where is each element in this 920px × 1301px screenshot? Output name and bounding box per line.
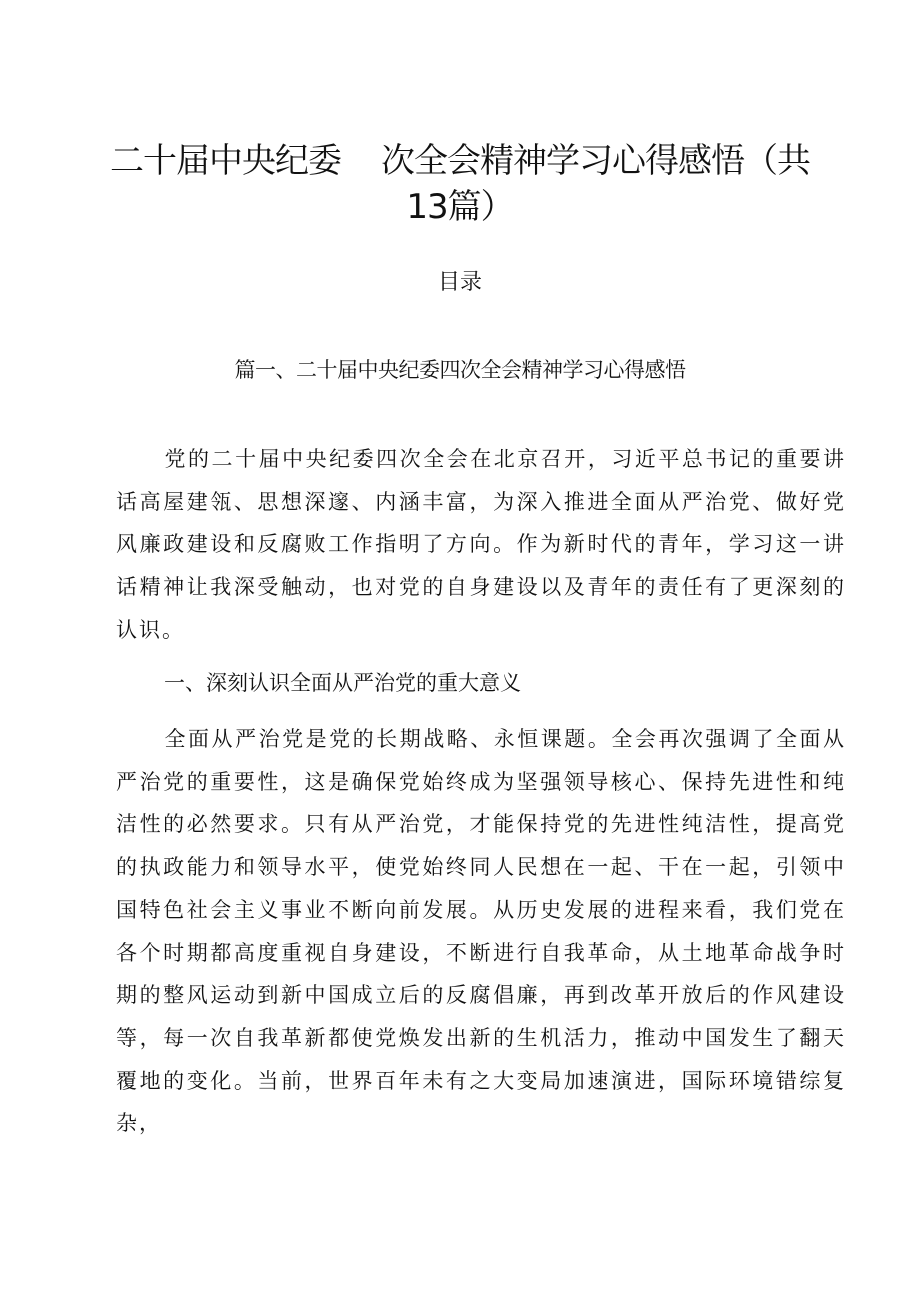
subheading-1: 一、深刻认识全面从严治党的重大意义 [164, 671, 521, 695]
document-title [60, 138, 860, 230]
toc-heading: 目录 [437, 270, 482, 295]
section-title: 篇一、二十届中央纪委四次全会精神学习心得感悟 [234, 358, 686, 382]
paragraph-2 [116, 718, 846, 1145]
paragraph-1-text: 党的二十届中央纪委四次全会在北京召开，习近平总书记的重要讲话高屋建瓴、思想深邃、内涵丰富，为深入推进全面从严治党、做好党风廉政建设和反腐败工作指明了方向。作为新时代的青年，学习这一讲话精神让我深受触动，也对党的自身建设以及青年的责任有了更深刻的认识。 [116, 447, 846, 642]
title-part-2: 次全会精神学习心得感悟（共 [381, 141, 810, 181]
title-line-2: 13篇） [406, 187, 514, 227]
paragraph-2-text: 全面从严治党是党的长期战略、永恒课题。全会再次强调了全面从严治党的重要性，这是确保党始终成为坚强领导核心、保持先进性和纯洁性的必然要求。只有从严治党，才能保持党的先进性纯洁性，提高党的执政能力和领导水平，使党始终同人民想在一起、干在一起，引领中国特色社会主义事业不断向前发展。从历史发展的进程来看，我们党在各个时期都高度重视自身建设，不断进行自我革命，从土地革命战争时期的整风运动到新中国成立后的反腐倡廉，再到改革开放后的作风建设等，每一次自我革新都使党焕发出新的生机活力，推动中国发生了翻天覆地的变化。当前，世界百年未有之大变局加速演进，国际环境错综复杂， [116, 727, 846, 1136]
title-part-1: 二十届中央纪委 [110, 141, 341, 181]
paragraph-1 [116, 438, 846, 652]
